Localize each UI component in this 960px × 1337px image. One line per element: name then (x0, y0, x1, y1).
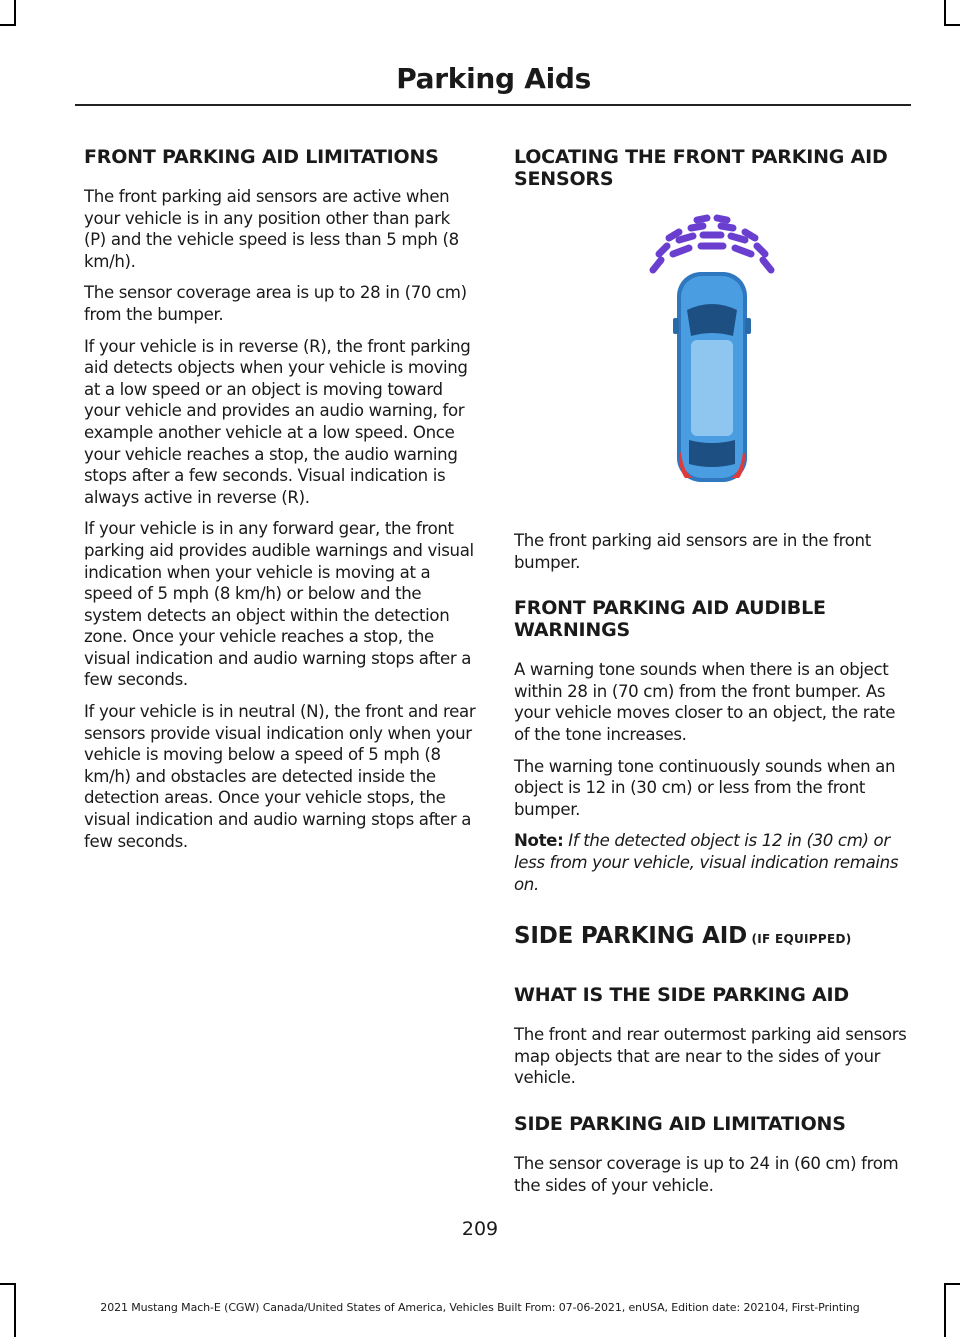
spacer (514, 1099, 910, 1113)
spacer (514, 583, 910, 597)
note-label: Note: (514, 831, 564, 851)
paragraph: The sensor coverage area is up to 28 in (70 cm) from the bumper. (84, 283, 467, 324)
side-heading-suffix: (IF EQUIPPED) (746, 932, 852, 947)
page-number: 209 (461, 1218, 499, 1240)
paragraph: The warning tone continuously sounds when an object is 12 in (30 cm) or less from the front bumper. (514, 756, 896, 819)
crop-mark (14, 0, 16, 26)
crop-mark (0, 1283, 16, 1285)
paragraph: A warning tone sounds when there is an object within 28 in (70 cm) from the front bumper. As your vehicle moves closer to an object, the rate of the tone increases. (514, 660, 896, 744)
section-heading-locating-sensors: LOCATING THE FRONT PARKING AID SENSORS (514, 146, 888, 190)
paragraph: The sensor coverage is up to 24 in (60 cm) from the sides of your vehicle. (514, 1153, 899, 1195)
section-heading-what-is-side-aid: WHAT IS THE SIDE PARKING AID (514, 984, 849, 1007)
right-column (514, 146, 910, 1206)
crop-mark (0, 24, 16, 26)
note-paragraph (514, 830, 910, 895)
paragraph: The front parking aid sensors are in the front bumper. (514, 531, 871, 572)
paragraph: The front parking aid sensors are active when your vehicle is in any position other than park (P) and the vehicle speed is less than 5 mph (8 km/h). (84, 187, 459, 271)
car-icon (673, 272, 751, 482)
note-text: If the detected object is 12 in (30 cm) or less from your vehicle, visual indication remains on. (514, 831, 899, 894)
side-heading-text: SIDE PARKING AID (514, 923, 747, 950)
spacer (514, 970, 910, 984)
section-heading-front-limitations: FRONT PARKING AID LIMITATIONS (84, 146, 439, 168)
paragraph: If your vehicle is in reverse (R), the front parking aid detects objects when your vehicle is moving at a low speed or an object is moving toward your vehicle and provides an audio warning, for example another vehicle at a low speed. Once your vehicle reaches a stop, the audio warning stops after a few seconds. Visual indication is always active in reverse (R). (84, 336, 471, 507)
footer-edition-text: 2021 Mustang Mach-E (CGW) Canada/United States of America, Vehicles Built From: 07-06-2021, enUSA, Edition date: 202104, First-Printing (100, 1301, 860, 1314)
car-top-view-illustration (649, 208, 775, 488)
paragraph: If your vehicle is in neutral (N), the front and rear sensors provide visual indication only when your vehicle is moving below a speed of 5 mph (8 km/h) and obstacles are detected inside the detection areas. Once your vehicle stops, the visual indication and audio warning stops after a few seconds. (84, 702, 476, 851)
section-heading-audible-warnings: FRONT PARKING AID AUDIBLE WARNINGS (514, 597, 826, 642)
paragraph: If your vehicle is in any forward gear, the front parking aid provides audible warnings and visual indication when your vehicle is moving at a speed of 5 mph (8 km/h) or below and the system detects an object within the detection zone. Once your vehicle reaches a stop, the visual indication and audio warning stops after a few seconds. (84, 519, 474, 690)
sensor-waves-icon (653, 218, 771, 270)
crop-mark (944, 0, 946, 26)
section-heading-side-parking-aid (514, 923, 910, 952)
header-divider (75, 104, 911, 106)
crop-mark (944, 24, 960, 26)
paragraph: The front and rear outermost parking aid sensors map objects that are near to the sides of your vehicle. (514, 1025, 907, 1088)
left-column (84, 146, 476, 862)
spacer (514, 905, 910, 919)
sensor-location-figure (514, 208, 910, 490)
crop-mark (944, 1283, 960, 1285)
section-heading-side-limitations: SIDE PARKING AID LIMITATIONS (514, 1112, 846, 1135)
page-title: Parking Aids (396, 62, 591, 95)
